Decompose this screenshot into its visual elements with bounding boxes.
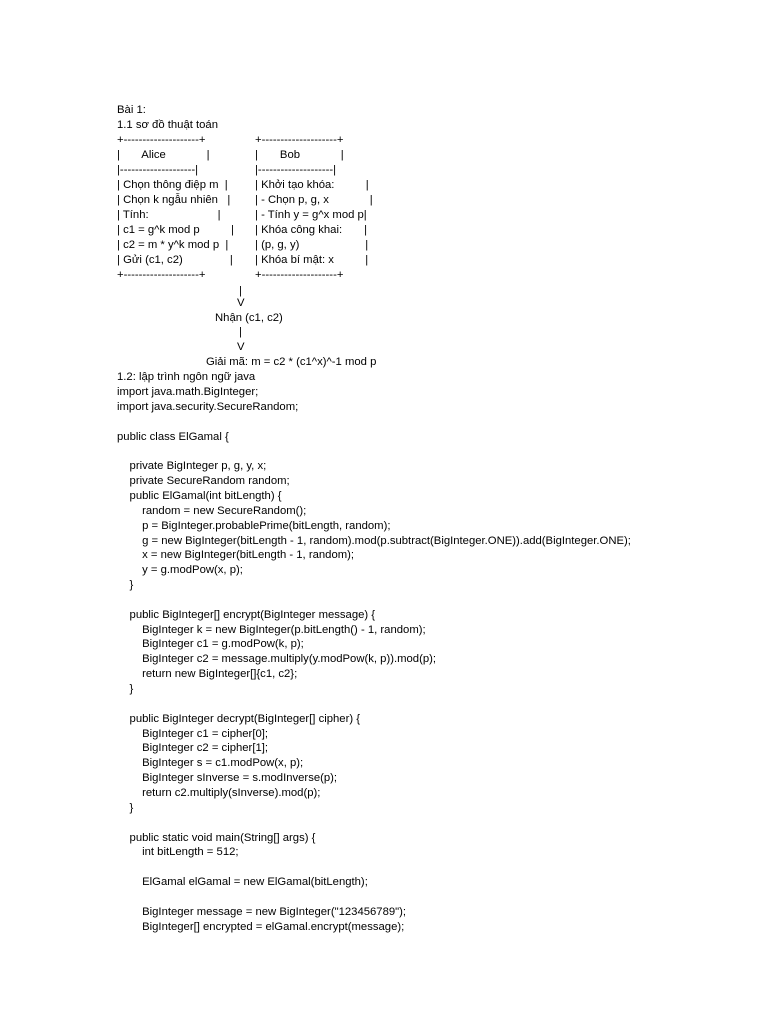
- bob-box-line: | Khóa công khai: |: [255, 224, 367, 236]
- bob-box-line: |--------------------|: [255, 164, 337, 176]
- code-line: import java.math.BigInteger;: [117, 386, 259, 398]
- code-line: private SecureRandom random;: [117, 475, 290, 488]
- code-line: return new BigInteger[]{c1, c2};: [117, 668, 298, 681]
- code-line: BigInteger message = new BigInteger("123456789");: [117, 905, 407, 918]
- alice-box-line: +--------------------+: [117, 269, 206, 281]
- code-line: }: [117, 683, 134, 695]
- bob-box-line: | Khởi tạo khóa: |: [255, 179, 369, 191]
- bob-box-line: | Khóa bí mật: x |: [255, 254, 369, 266]
- code-line: BigInteger s = c1.modPow(x, p);: [117, 757, 304, 770]
- code-line: BigInteger[] encrypted = elGamal.encrypt(message);: [117, 920, 405, 933]
- alice-box-line: | Chọn k ngẫu nhiên |: [117, 194, 231, 206]
- alice-box-line: | Tính: |: [117, 209, 221, 221]
- alice-box-line: +--------------------+: [117, 134, 206, 146]
- code-line: ElGamal elGamal = new ElGamal(bitLength);: [117, 876, 368, 889]
- code-line: BigInteger c2 = cipher[1];: [117, 742, 269, 755]
- alice-box-line: | Gửi (c1, c2) |: [117, 254, 233, 266]
- receive-label: Nhận (c1, c2): [215, 312, 283, 324]
- code-line: import java.security.SecureRandom;: [117, 400, 299, 413]
- bob-box-line: | - Chọn p, g, x |: [255, 194, 373, 206]
- section-heading-diagram: 1.1 sơ đồ thuật toán: [117, 119, 218, 131]
- code-line: BigInteger c1 = cipher[0];: [117, 727, 269, 740]
- code-line: random = new SecureRandom();: [117, 504, 307, 517]
- code-line: public class ElGamal {: [117, 430, 229, 443]
- bob-box-line: | - Tính y = g^x mod p|: [255, 209, 367, 221]
- code-line: public BigInteger decrypt(BigInteger[] cipher) {: [117, 712, 361, 725]
- code-line: y = g.modPow(x, p);: [117, 564, 243, 577]
- code-line: private BigInteger p, g, y, x;: [117, 460, 267, 473]
- code-line: public static void main(String[] args) {: [117, 831, 316, 844]
- flow-pipe: |: [239, 326, 242, 338]
- flow-arrow: V: [237, 341, 245, 353]
- code-line: p = BigInteger.probablePrime(bitLength, random);: [117, 519, 391, 532]
- code-line: }: [117, 579, 134, 592]
- flow-arrow: V: [237, 297, 245, 309]
- bob-box-line: +--------------------+: [255, 134, 344, 146]
- bob-box-line: +--------------------+: [255, 269, 344, 281]
- decrypt-label: Giải mã: m = c2 * (c1^x)^-1 mod p: [206, 356, 377, 368]
- flow-pipe: |: [239, 285, 242, 297]
- alice-box-line: | c1 = g^k mod p |: [117, 224, 234, 236]
- code-line: BigInteger sInverse = s.modInverse(p);: [117, 772, 338, 785]
- bob-box-line: | (p, g, y) |: [255, 239, 369, 251]
- bob-box-line: | Bob |: [255, 149, 344, 161]
- code-line: x = new BigInteger(bitLength - 1, random);: [117, 549, 355, 562]
- code-line: public ElGamal(int bitLength) {: [117, 489, 282, 502]
- code-line: g = new BigInteger(bitLength - 1, random).mod(p.subtract(BigInteger.ONE)).add(BigInteger.ONE);: [117, 534, 631, 547]
- code-line: int bitLength = 512;: [117, 846, 239, 859]
- section-heading-java: 1.2: lập trình ngôn ngữ java: [117, 371, 256, 383]
- alice-box-line: | c2 = m * y^k mod p |: [117, 239, 229, 251]
- code-line: return c2.multiply(sInverse).mod(p);: [117, 786, 321, 799]
- code-line: BigInteger k = new BigInteger(p.bitLength() - 1, random);: [117, 623, 426, 636]
- code-line: }: [117, 801, 134, 814]
- code-line: BigInteger c2 = message.multiply(y.modPow(k, p)).mod(p);: [117, 653, 437, 666]
- alice-box-line: | Alice |: [117, 149, 210, 161]
- heading-bai: Bài 1:: [117, 104, 146, 116]
- code-line: BigInteger c1 = g.modPow(k, p);: [117, 638, 304, 651]
- alice-box-line: | Chọn thông điệp m |: [117, 179, 228, 191]
- alice-box-line: |--------------------|: [117, 164, 199, 176]
- code-line: public BigInteger[] encrypt(BigInteger message) {: [117, 608, 376, 621]
